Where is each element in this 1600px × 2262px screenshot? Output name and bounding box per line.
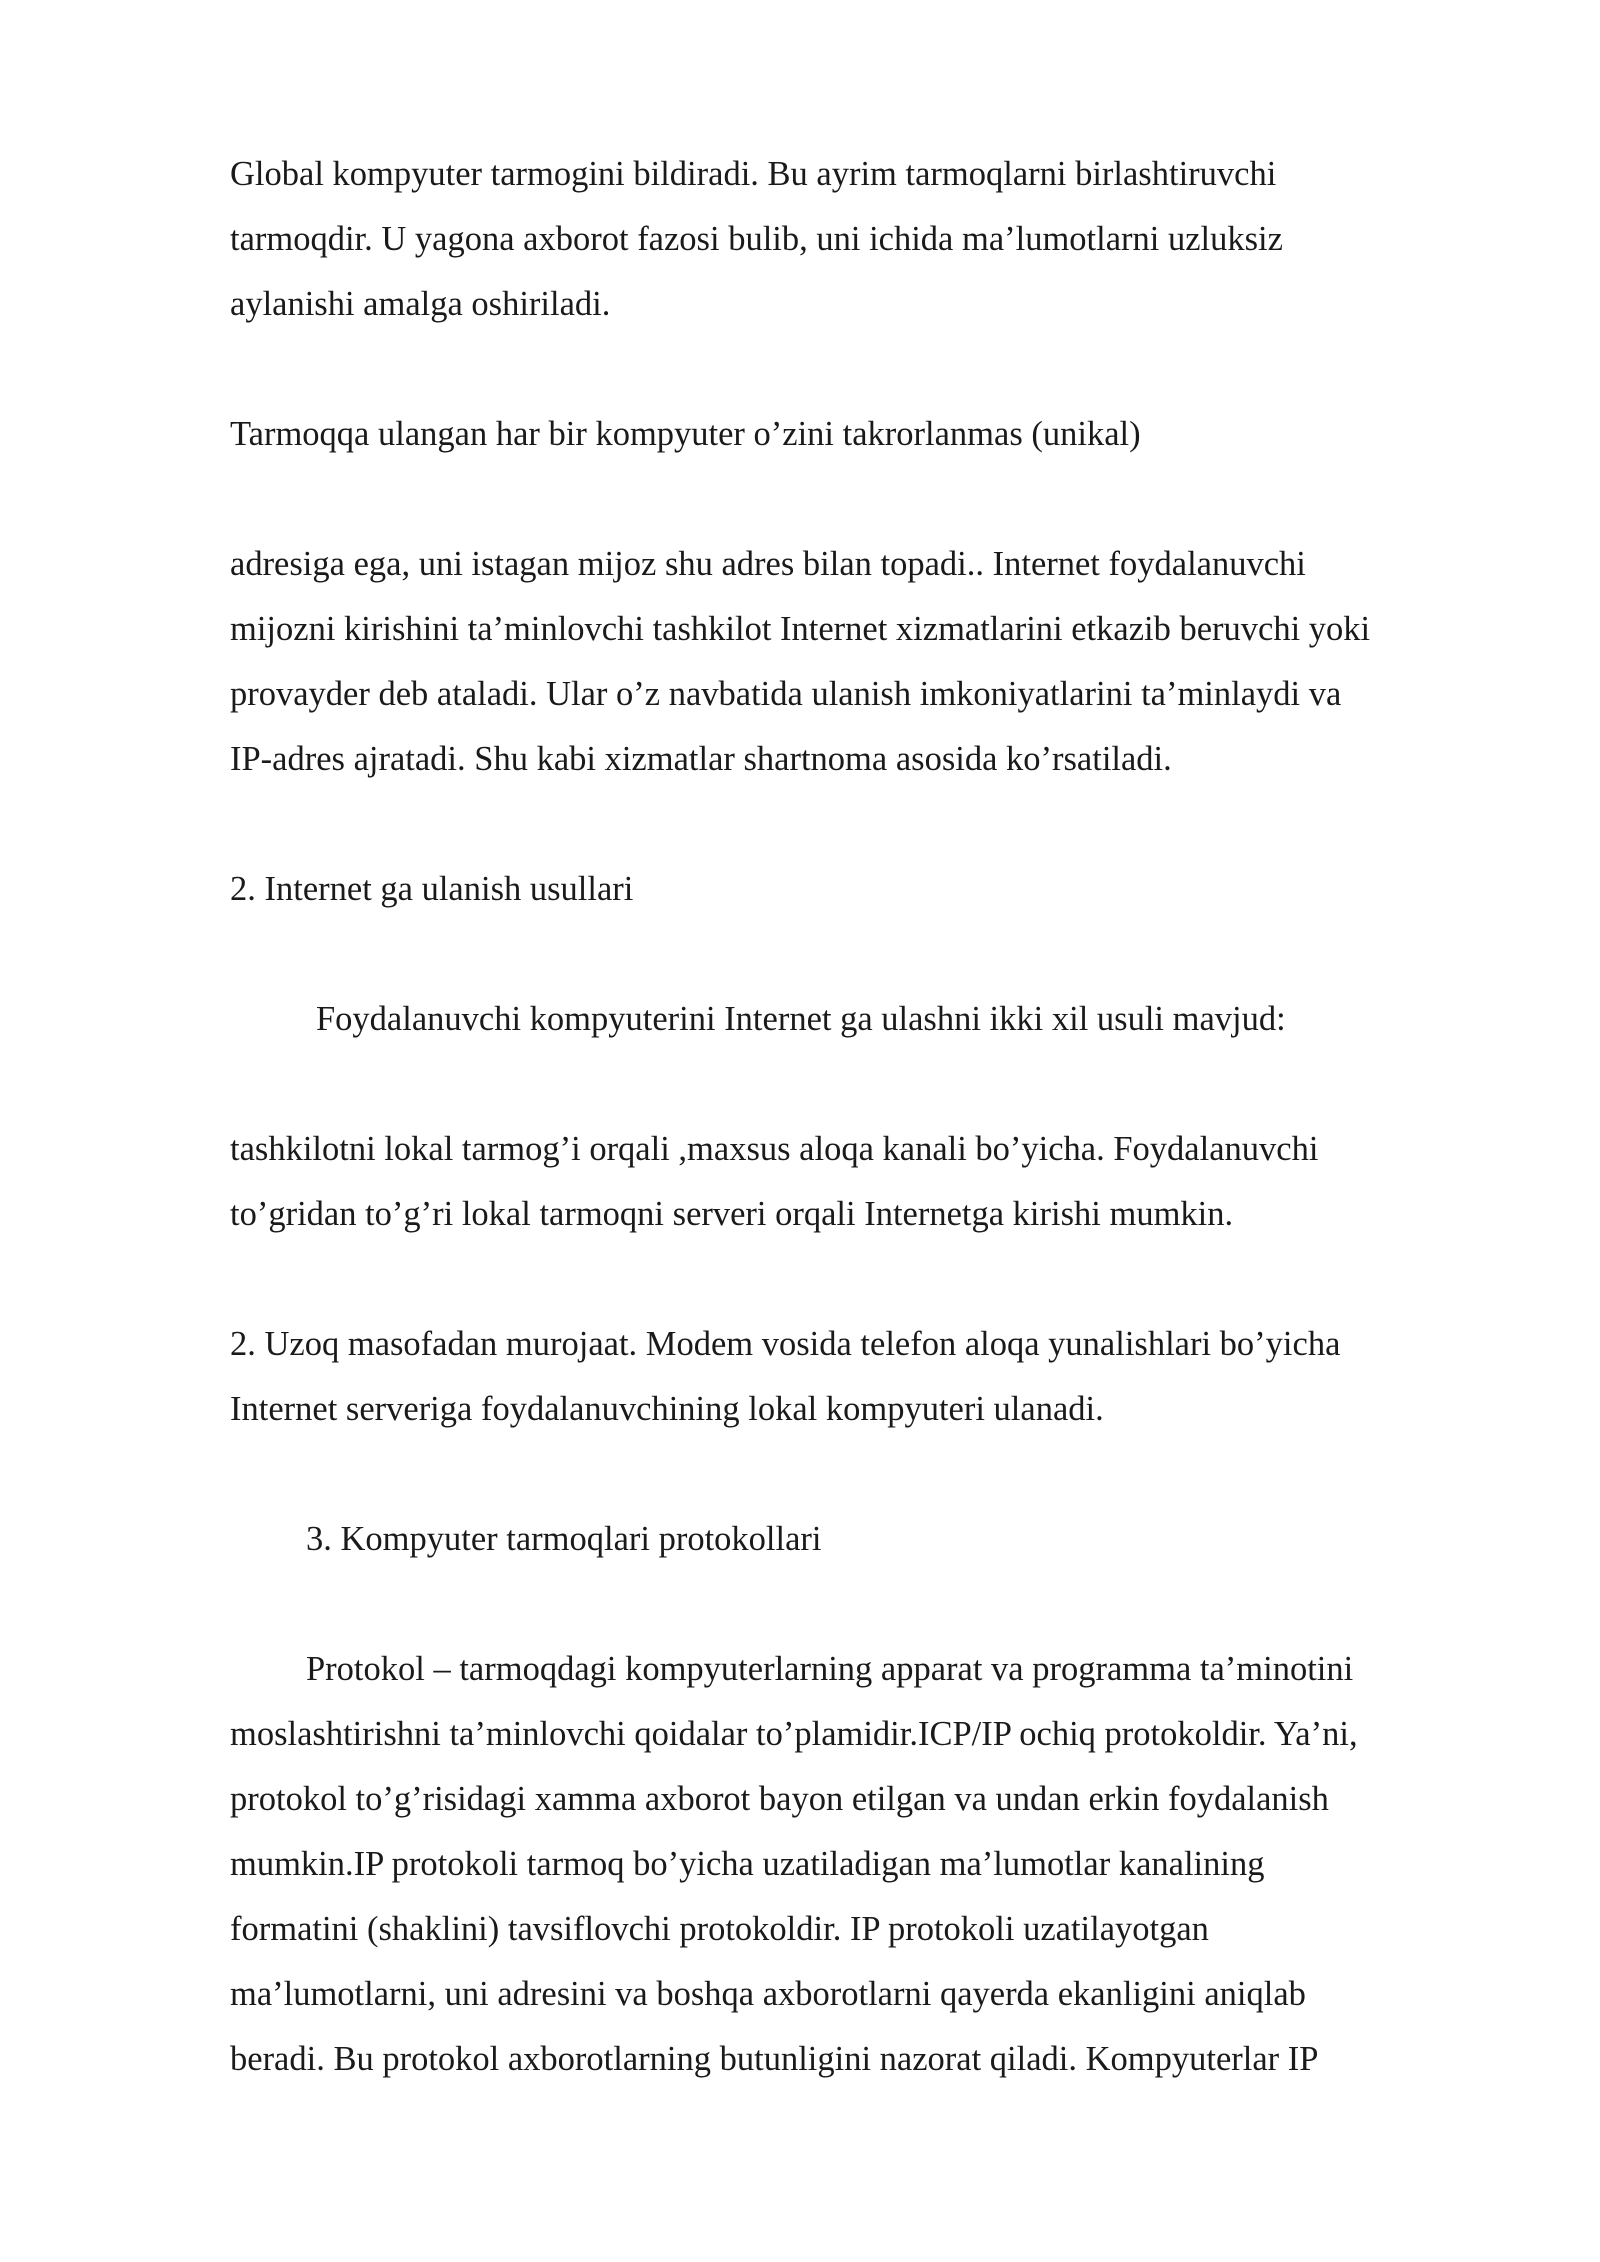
paragraph-provider — [230, 532, 1490, 792]
text-line: mumkin.IP protokoli tarmoq bo’yicha uzatiladigan ma’lumotlar kanalining — [230, 1845, 1265, 1883]
paragraph-remote-access — [230, 1312, 1490, 1442]
text-line: 2. Uzoq masofadan murojaat. Modem vosida telefon aloqa yunalishlari bo’yicha — [230, 1325, 1341, 1363]
text-line: Tarmoqqa ulangan har bir kompyuter o’zini takrorlanmas (unikal) — [230, 415, 1141, 453]
text-line: mijozni kirishini ta’minlovchi tashkilot Internet xizmatlarini etkazib beruvchi yoki — [230, 610, 1371, 648]
text-line: IP-adres ajratadi. Shu kabi xizmatlar shartnoma asosida ko’rsatiladi. — [230, 740, 1172, 778]
paragraph-local-network — [230, 1117, 1490, 1247]
heading-text: 2. Internet ga ulanish usullari — [230, 870, 634, 908]
text-line: formatini (shaklini) tavsiflovchi protokoldir. IP protokoli uzatilayotgan — [230, 1910, 1209, 1948]
text-line: Internet serveriga foydalanuvchining lokal kompyuteri ulanadi. — [230, 1390, 1104, 1428]
heading-text: 3. Kompyuter tarmoqlari protokollari — [306, 1520, 822, 1558]
text-line: ma’lumotlarni, uni adresini va boshqa axborotlarni qayerda ekanligini aniqlab — [230, 1975, 1306, 2013]
text-line: protokol to’g’risidagi xamma axborot bayon etilgan va undan erkin foydalanish — [230, 1780, 1329, 1818]
text-line: adresiga ega, uni istagan mijoz shu adres bilan topadi.. Internet foydalanuvchi — [230, 545, 1306, 583]
text-line: beradi. Bu protokol axborotlarning butunligini nazorat qiladi. Kompyuterlar IP — [230, 2040, 1319, 2078]
section-heading-3 — [230, 1507, 1490, 1572]
document-body — [230, 142, 1490, 2157]
text-line: tarmoqdir. U yagona axborot fazosi bulib, uni ichida ma’lumotlarni uzluksiz — [230, 220, 1283, 258]
paragraph-global-network — [230, 142, 1490, 337]
section-heading-2 — [230, 857, 1490, 922]
text-line: moslashtirishni ta’minlovchi qoidalar to’plamidir.ICP/IP ochiq protokoldir. Ya’ni, — [230, 1715, 1358, 1753]
paragraph-protocol — [230, 1637, 1490, 2092]
text-line: tashkilotni lokal tarmog’i orqali ,maxsus aloqa kanali bo’yicha. Foydalanuvchi — [230, 1130, 1319, 1168]
text-line: to’gridan to’g’ri lokal tarmoqni serveri orqali Internetga kirishi mumkin. — [230, 1195, 1234, 1233]
text-line: Protokol – tarmoqdagi kompyuterlarning apparat va programma ta’minotini — [306, 1650, 1354, 1688]
text-line: Foydalanuvchi kompyuterini Internet ga ulashni ikki xil usuli mavjud: — [316, 1000, 1286, 1038]
paragraph-two-methods — [230, 987, 1490, 1052]
text-line: aylanishi amalga oshiriladi. — [230, 285, 611, 323]
paragraph-unique-address — [230, 402, 1490, 467]
text-line: provayder deb ataladi. Ular o’z navbatida ulanish imkoniyatlarini ta’minlaydi va — [230, 675, 1342, 713]
text-line: Global kompyuter tarmogini bildiradi. Bu ayrim tarmoqlarni birlashtiruvchi — [230, 155, 1277, 193]
